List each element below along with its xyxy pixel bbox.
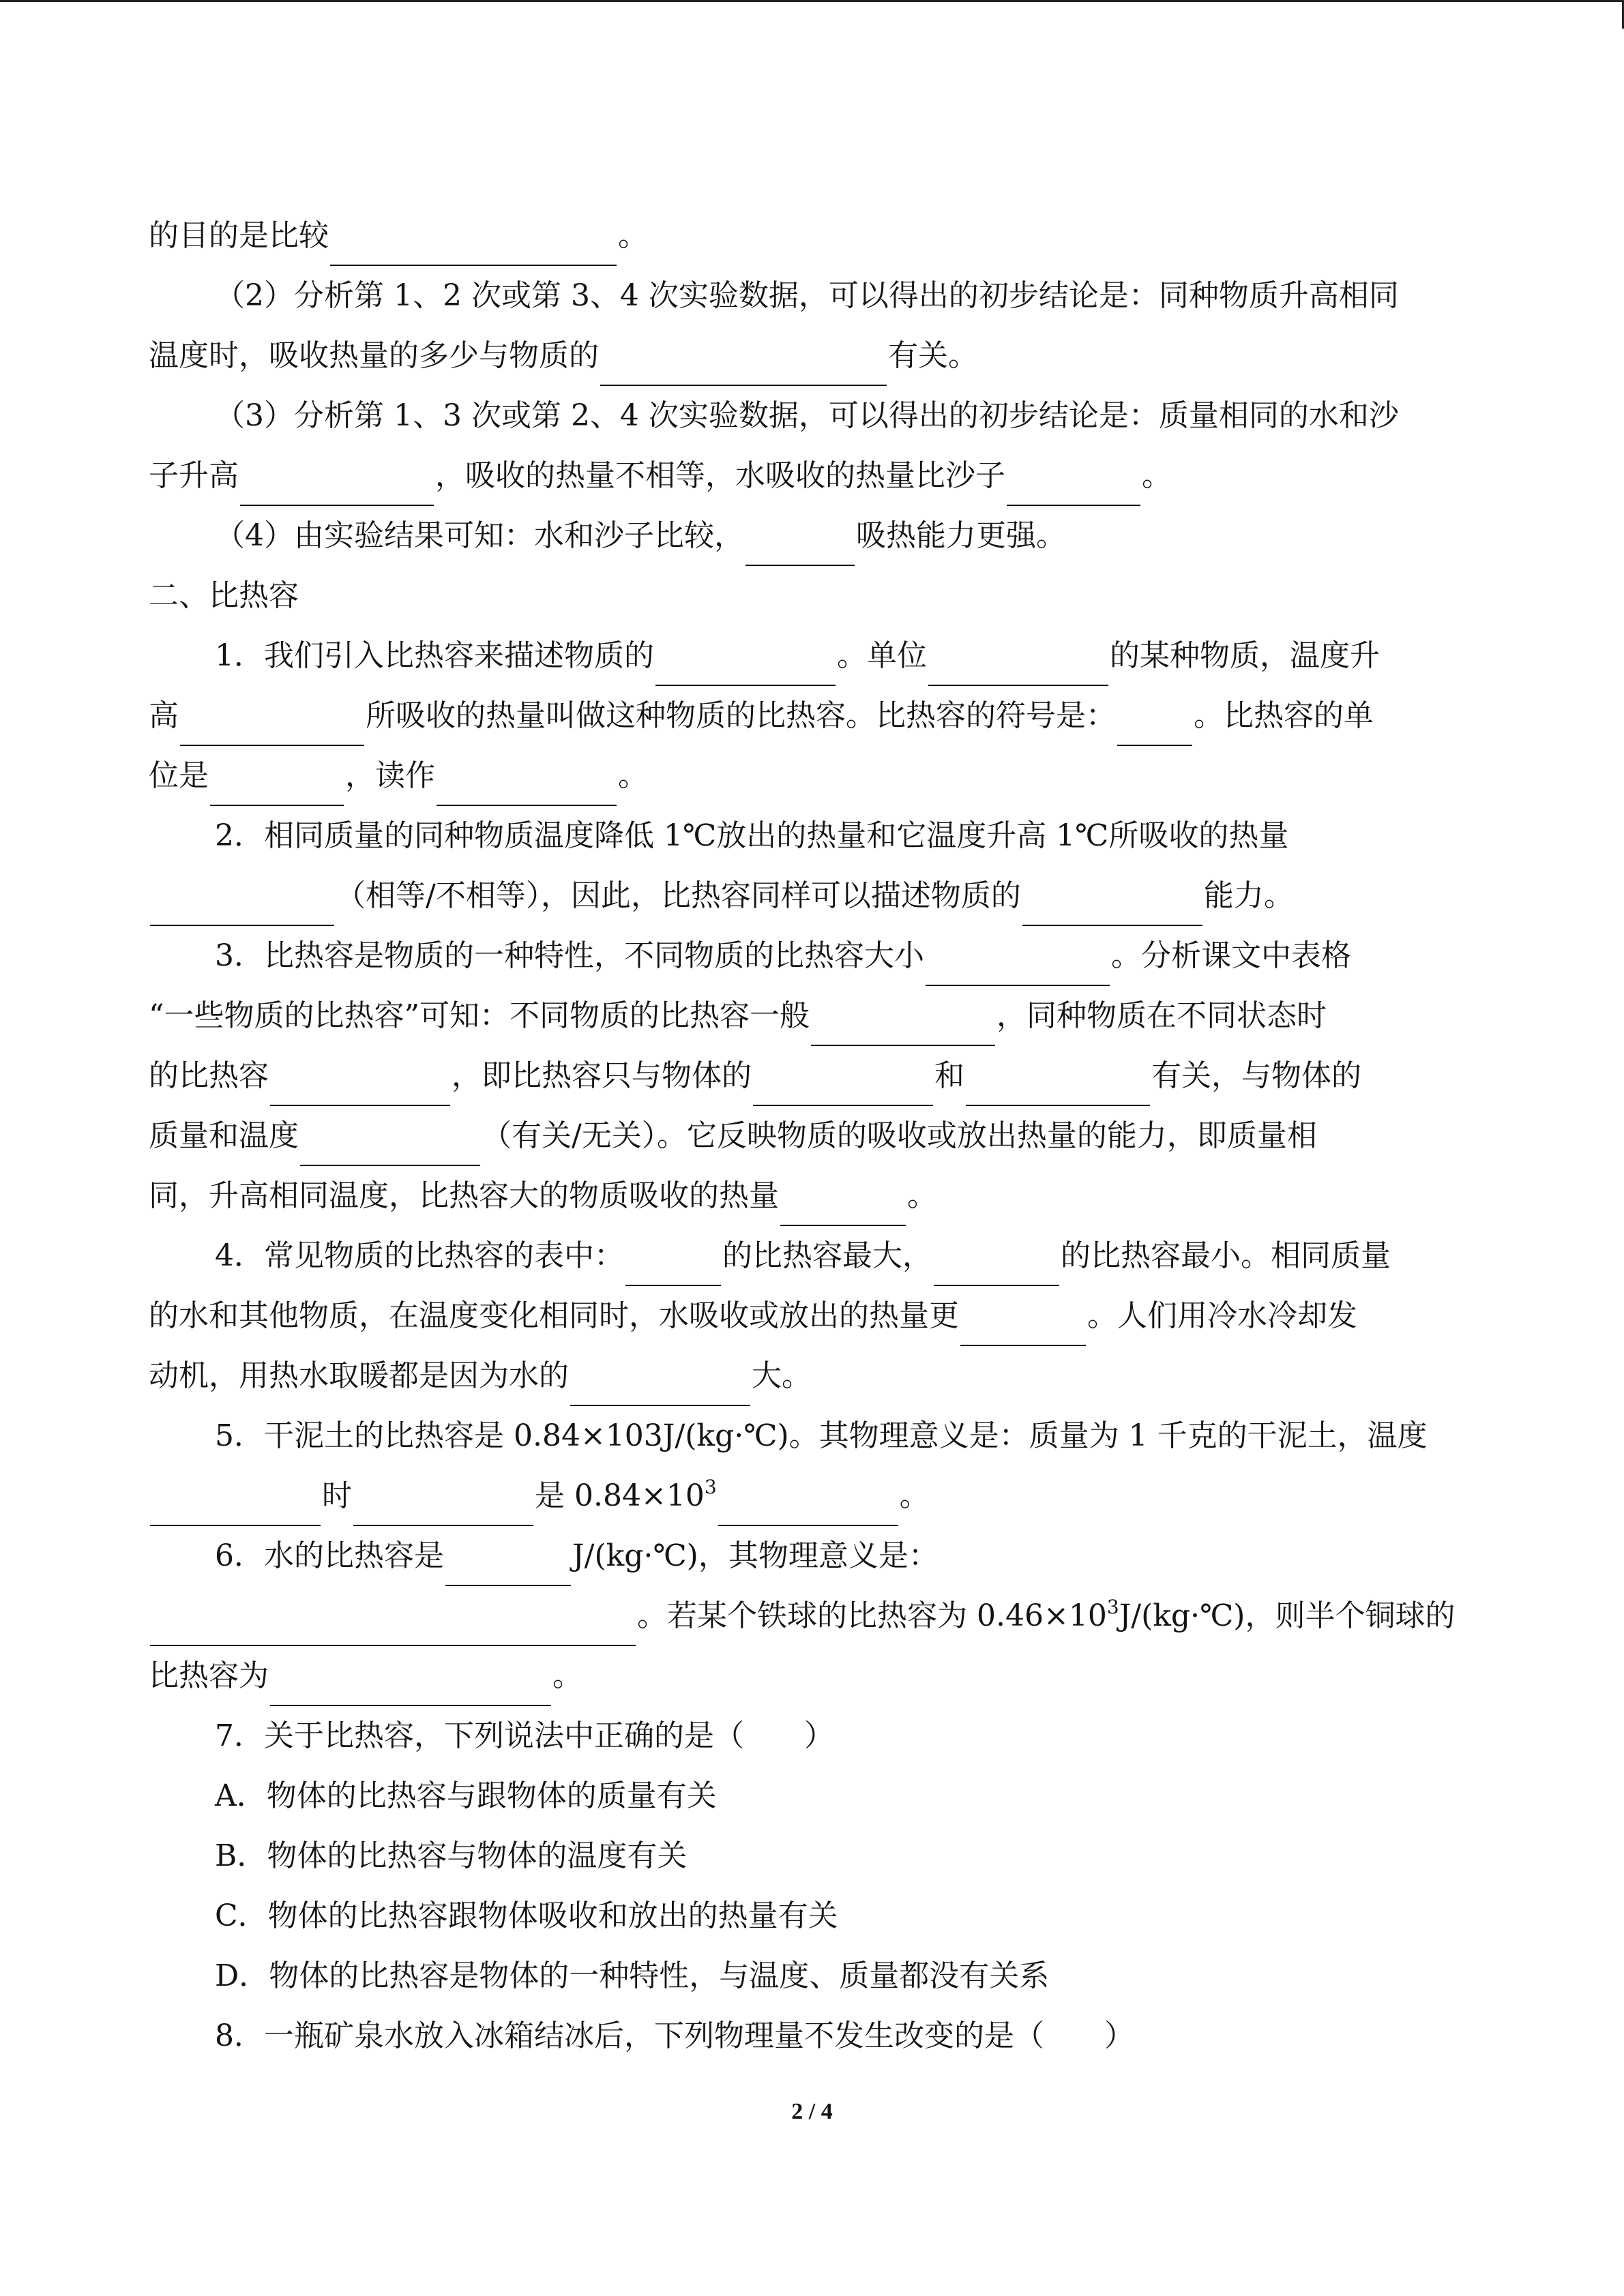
text: 。人们用冷水冷却发 — [1087, 1298, 1357, 1333]
answer-blank[interactable] — [655, 648, 836, 686]
text: 4．常见物质的比热容的表中： — [215, 1238, 624, 1273]
answer-blank[interactable] — [928, 648, 1108, 686]
q3-line2 — [149, 446, 1172, 506]
q2-line1 — [215, 266, 1399, 326]
answer-blank[interactable] — [934, 1248, 1059, 1286]
answer-blank[interactable] — [300, 1128, 480, 1166]
text: 所吸收的热量叫做这种物质的比热容。比热容的符号是： — [366, 698, 1116, 733]
text: ，读作 — [345, 758, 435, 793]
text: 比热容为 — [149, 1658, 269, 1693]
p3-line4 — [149, 1106, 1317, 1166]
p4-line1 — [215, 1226, 1391, 1286]
p7-stem — [215, 1706, 834, 1766]
answer-blank[interactable] — [1022, 888, 1202, 926]
p4-line3 — [149, 1346, 812, 1406]
text: ，即比热容只与物体的 — [452, 1058, 752, 1093]
text: 是 0.84×10 — [535, 1478, 705, 1513]
superscript: 3 — [1106, 1596, 1119, 1618]
superscript: 3 — [704, 1476, 717, 1498]
p1-line2 — [149, 686, 1374, 746]
text: 位是 — [149, 758, 209, 793]
text: 的比热容最小。相同质量 — [1061, 1238, 1391, 1273]
answer-blank[interactable] — [240, 468, 434, 506]
text: ，同种物质在不同状态时 — [996, 998, 1327, 1033]
text: 的目的是比较 — [149, 218, 329, 253]
p7-option-d[interactable] — [215, 1946, 1049, 2006]
section-heading: 二、比热容 — [149, 578, 299, 613]
p6-line2 — [149, 1586, 1455, 1646]
text: 的某种物质，温度升 — [1110, 638, 1380, 673]
answer-blank[interactable] — [270, 1668, 551, 1706]
p6-line3 — [149, 1646, 582, 1706]
answer-blank[interactable] — [353, 1488, 533, 1526]
option-text: B．物体的比热容与物体的温度有关 — [215, 1838, 688, 1873]
text: 温度时，吸收热量的多少与物质的 — [149, 338, 599, 373]
text: 1．我们引入比热容来描述物质的 — [215, 638, 654, 673]
text: （有关/无关）。它反映物质的吸收或放出热量的能力，即质量相 — [482, 1118, 1317, 1153]
question-stem: 8．一瓶矿泉水放入冰箱结冰后，下列物理量不发生改变的是（ ） — [215, 2018, 1134, 2053]
text: 同，升高相同温度，比热容大的物质吸收的热量 — [149, 1178, 779, 1213]
answer-blank[interactable] — [437, 768, 617, 806]
text: 。分析课文中表格 — [1111, 938, 1351, 973]
text: ，吸收的热量不相等，水吸收的热量比沙子 — [435, 458, 1005, 493]
p3-line1 — [215, 926, 1351, 986]
section-title — [149, 566, 299, 626]
answer-blank[interactable] — [966, 1068, 1150, 1106]
text: J/(kg·℃)，则半个铜球的 — [1119, 1598, 1456, 1633]
text: 能力。 — [1203, 878, 1294, 913]
answer-blank[interactable] — [1117, 708, 1192, 746]
answer-blank[interactable] — [718, 1488, 898, 1526]
answer-blank[interactable] — [600, 348, 887, 386]
text: 3．比热容是物质的一种特性，不同物质的比热容大小 — [215, 938, 924, 973]
answer-blank[interactable] — [150, 1608, 636, 1646]
option-text: A．物体的比热容与跟物体的质量有关 — [215, 1778, 717, 1813]
answer-blank[interactable] — [270, 1068, 450, 1106]
text: 。 — [1142, 458, 1172, 493]
answer-blank[interactable] — [1007, 468, 1140, 506]
text: 子升高 — [149, 458, 239, 493]
p1-line1 — [215, 626, 1380, 686]
text: 。若某个铁球的比热容为 0.46×10 — [637, 1598, 1107, 1633]
text: 高 — [149, 698, 179, 733]
answer-blank[interactable] — [330, 228, 617, 266]
text: 5．干泥土的比热容是 0.84×103J/(kg·℃)。其物理意义是：质量为 1 千克的干泥土，温度 — [215, 1418, 1428, 1453]
document-page — [149, 0, 1475, 2296]
text: （4）由实验结果可知：水和沙子比较， — [215, 518, 744, 553]
answer-blank[interactable] — [150, 1488, 321, 1526]
answer-blank[interactable] — [926, 948, 1110, 986]
text: （3）分析第 1、3 次或第 2、4 次实验数据，可以得出的初步结论是：质量相同的水和沙 — [215, 398, 1399, 433]
text: 时 — [322, 1478, 352, 1513]
p8-stem — [215, 2006, 1134, 2066]
text: “一些物质的比热容”可知：不同物质的比热容一般 — [149, 998, 810, 1033]
answer-blank[interactable] — [745, 528, 855, 566]
text: 有关，与物体的 — [1151, 1058, 1361, 1093]
p5-line2 — [149, 1466, 930, 1526]
text: 的水和其他物质，在温度变化相同时，水吸收或放出的热量更 — [149, 1298, 959, 1333]
text: 。 — [907, 1178, 937, 1213]
text: （相等/不相等），因此，比热容同样可以描述物质的 — [336, 878, 1021, 913]
option-text: C．物体的比热容跟物体吸收和放出的热量有关 — [215, 1898, 838, 1933]
answer-blank[interactable] — [780, 1188, 906, 1226]
p7-option-b[interactable] — [215, 1826, 687, 1886]
p6-line1 — [215, 1526, 939, 1586]
prev-question-end — [149, 206, 648, 266]
text: 。 — [618, 218, 648, 253]
text: 的比热容 — [149, 1058, 269, 1093]
answer-blank[interactable] — [210, 768, 344, 806]
answer-blank[interactable] — [753, 1068, 933, 1106]
answer-blank[interactable] — [960, 1308, 1086, 1346]
text: 6．水的比热容是 — [215, 1538, 444, 1573]
p2-line2 — [149, 866, 1294, 926]
p1-line3 — [149, 746, 648, 806]
p2-line1 — [215, 806, 1288, 866]
text: 有关。 — [888, 338, 978, 373]
text: 2．相同质量的同种物质温度降低 1℃放出的热量和它温度升高 1℃所吸收的热量 — [215, 818, 1289, 853]
text: 的比热容最大， — [722, 1238, 932, 1273]
q3-line1 — [215, 386, 1399, 446]
answer-blank[interactable] — [625, 1248, 721, 1286]
q2-line2 — [149, 326, 978, 386]
text: 动机，用热水取暖都是因为水的 — [149, 1358, 569, 1393]
answer-blank[interactable] — [180, 708, 364, 746]
p3-line3 — [149, 1046, 1361, 1106]
answer-blank[interactable] — [811, 1008, 995, 1046]
p7-option-c[interactable] — [215, 1886, 838, 1946]
text: 。 — [899, 1478, 930, 1513]
text: J/(kg·℃)，其物理意义是： — [572, 1538, 939, 1573]
p4-line2 — [149, 1286, 1357, 1346]
p5-line1 — [215, 1406, 1428, 1466]
text: 和 — [934, 1058, 964, 1093]
text: 。比热容的单 — [1194, 698, 1374, 733]
question-stem: 7．关于比热容，下列说法中正确的是（ ） — [215, 1718, 834, 1753]
text: 。 — [552, 1658, 582, 1693]
answer-blank[interactable] — [570, 1368, 750, 1406]
answer-blank[interactable] — [150, 888, 334, 926]
p3-line2 — [149, 986, 1327, 1046]
text: 。 — [618, 758, 648, 793]
text: 吸热能力更强。 — [856, 518, 1066, 553]
text: 。单位 — [837, 638, 927, 673]
text: 大。 — [752, 1358, 812, 1393]
text: 质量和温度 — [149, 1118, 299, 1153]
page-number: 2 / 4 — [791, 2099, 833, 2124]
p7-option-a[interactable] — [215, 1766, 717, 1826]
text: （2）分析第 1、2 次或第 3、4 次实验数据，可以得出的初步结论是：同种物质升高相同 — [215, 278, 1399, 313]
q4-line — [215, 506, 1066, 566]
option-text: D．物体的比热容是物体的一种特性，与温度、质量都没有关系 — [215, 1958, 1050, 1993]
answer-blank[interactable] — [445, 1548, 571, 1586]
p3-line5 — [149, 1166, 937, 1226]
